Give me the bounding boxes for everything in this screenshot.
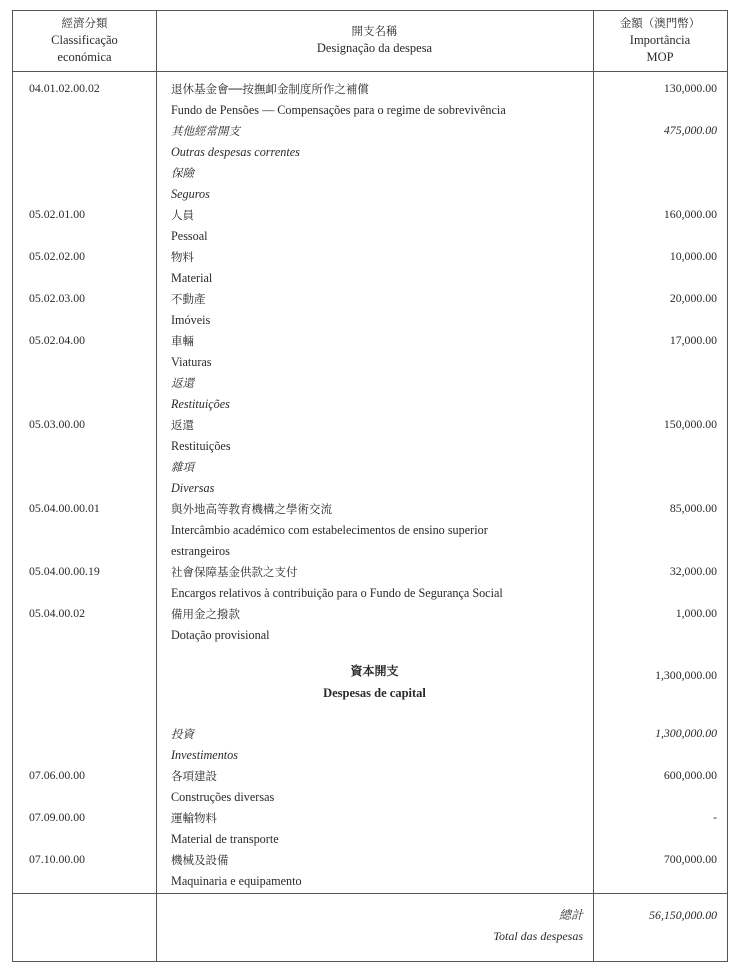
table-row [13, 121, 727, 163]
row-code: 07.06.00.00 [29, 768, 86, 782]
designation-pt: Imóveis [171, 313, 211, 327]
row-designation [171, 499, 591, 562]
designation-zh: 各項建設 [171, 769, 217, 783]
row-designation [171, 850, 591, 892]
row-designation [171, 415, 591, 457]
row-designation [171, 289, 591, 331]
designation-pt: Fundo de Pensões — Compensações para o regime de sobrevivência [171, 103, 506, 117]
row-designation [171, 205, 591, 247]
capital-title-zh: 資本開支 [350, 664, 399, 678]
row-amount: - [713, 810, 717, 824]
designation-pt: Encargos relativos à contribuição para o Fundo de Segurança Social [171, 586, 503, 600]
designation-zh: 物料 [171, 250, 194, 264]
table-row [13, 562, 727, 604]
row-amount: 85,000.00 [669, 501, 717, 515]
designation-pt: Intercâmbio académico com estabelecimentos de ensino superior [171, 523, 488, 537]
row-amount: 130,000.00 [663, 81, 717, 95]
total-label-pt: Total das despesas [493, 929, 583, 943]
row-amount: 1,300,000.00 [655, 726, 717, 740]
row-amount: 17,000.00 [669, 333, 717, 347]
designation-zh: 返還 [171, 418, 194, 432]
designation-pt: Maquinaria e equipamento [171, 874, 302, 888]
designation-zh: 機械及設備 [171, 853, 229, 867]
row-designation [171, 808, 591, 850]
header-classification [13, 15, 156, 66]
row-designation [171, 604, 591, 646]
row-code: 05.02.04.00 [29, 333, 86, 347]
table-row [13, 79, 727, 121]
row-designation [171, 766, 591, 808]
expense-rows [13, 79, 727, 646]
row-amount: 700,000.00 [663, 852, 717, 866]
expense-table [12, 10, 728, 962]
table-row [13, 808, 727, 850]
designation-zh: 運輸物料 [171, 811, 217, 825]
header-amount-zh: 金額（澳門幣） [619, 16, 701, 30]
designation-pt: Restituições [171, 439, 231, 453]
designation-zh: 其他經常開支 [171, 124, 240, 138]
designation-pt: Material de transporte [171, 832, 279, 846]
row-code: 05.02.02.00 [29, 249, 86, 263]
table-row [13, 415, 727, 457]
table-row [13, 604, 727, 646]
designation-zh: 社會保障基金供款之支付 [171, 565, 298, 579]
total-label-zh: 總計 [558, 908, 583, 922]
header-classification-pt: Classificação [51, 33, 118, 47]
table-row [13, 205, 727, 247]
row-amount: 32,000.00 [669, 564, 717, 578]
designation-pt: Restituições [171, 397, 230, 411]
table-row [13, 724, 727, 766]
row-designation [171, 79, 591, 121]
table-row [13, 331, 727, 373]
table-row [13, 766, 727, 808]
row-amount: 600,000.00 [663, 768, 717, 782]
header-designation-pt: Designação da despesa [316, 41, 433, 55]
row-code: 07.10.00.00 [29, 852, 86, 866]
designation-pt: Outras despesas correntes [171, 145, 300, 159]
designation-zh: 人員 [171, 208, 194, 222]
designation-pt: Dotação provisional [171, 628, 270, 642]
row-amount: 20,000.00 [669, 291, 717, 305]
designation-zh: 車輛 [171, 334, 194, 348]
table-row [13, 457, 727, 499]
row-designation [171, 373, 591, 415]
row-amount: 10,000.00 [669, 249, 717, 263]
header-classification-pt2: económica [57, 50, 112, 64]
designation-pt: Construções diversas [171, 790, 275, 804]
row-code: 05.04.00.00.01 [29, 501, 100, 515]
header-designation-zh: 開支名稱 [351, 24, 398, 38]
row-designation [171, 724, 591, 766]
row-designation [171, 562, 591, 604]
header-amount-currency: MOP [646, 50, 674, 64]
designation-zh: 不動產 [171, 292, 206, 306]
designation-pt: Investimentos [171, 748, 239, 762]
table-row [13, 373, 727, 415]
header-designation [156, 23, 593, 57]
row-amount: 475,000.00 [663, 123, 717, 137]
row-designation [171, 247, 591, 289]
designation-pt: estrangeiros [171, 544, 230, 558]
row-designation [171, 121, 591, 163]
capital-rows [13, 724, 727, 892]
capital-title-pt: Despesas de capital [323, 686, 426, 700]
table-row [13, 499, 727, 562]
capital-amount: 1,300,000.00 [655, 668, 717, 682]
header-amount [593, 15, 727, 66]
header-amount-pt: Importância [629, 33, 691, 47]
row-code: 05.03.00.00 [29, 417, 86, 431]
row-designation [171, 163, 591, 205]
row-code: 05.04.00.00.19 [29, 564, 100, 578]
row-designation [171, 457, 591, 499]
row-code: 04.01.02.00.02 [29, 81, 100, 95]
row-amount: 1,000.00 [675, 606, 717, 620]
table-row [13, 247, 727, 289]
designation-zh: 雜項 [171, 460, 194, 474]
designation-pt: Seguros [171, 187, 210, 201]
designation-zh: 備用金之撥款 [171, 607, 240, 621]
header-divider [13, 71, 727, 72]
designation-pt: Viaturas [171, 355, 212, 369]
row-amount: 160,000.00 [663, 207, 717, 221]
table-row [13, 289, 727, 331]
capital-section [13, 661, 727, 704]
total-divider [13, 893, 727, 894]
row-designation [171, 331, 591, 373]
designation-zh: 退休基金會──按撫卹金制度所作之補償 [171, 82, 369, 96]
designation-zh: 與外地高等教育機構之學術交流 [171, 502, 332, 516]
total-amount: 56,150,000.00 [649, 908, 717, 922]
table-row [13, 163, 727, 205]
designation-zh: 投資 [171, 727, 194, 741]
designation-pt: Diversas [171, 481, 215, 495]
row-code: 05.04.00.02 [29, 606, 86, 620]
row-code: 05.02.01.00 [29, 207, 86, 221]
row-amount: 150,000.00 [663, 417, 717, 431]
table-row [13, 850, 727, 892]
designation-pt: Material [171, 271, 213, 285]
designation-zh: 返還 [171, 376, 194, 390]
row-code: 07.09.00.00 [29, 810, 86, 824]
header-classification-zh: 經濟分類 [61, 16, 108, 30]
designation-zh: 保險 [171, 166, 194, 180]
designation-pt: Pessoal [171, 229, 208, 243]
row-code: 05.02.03.00 [29, 291, 86, 305]
